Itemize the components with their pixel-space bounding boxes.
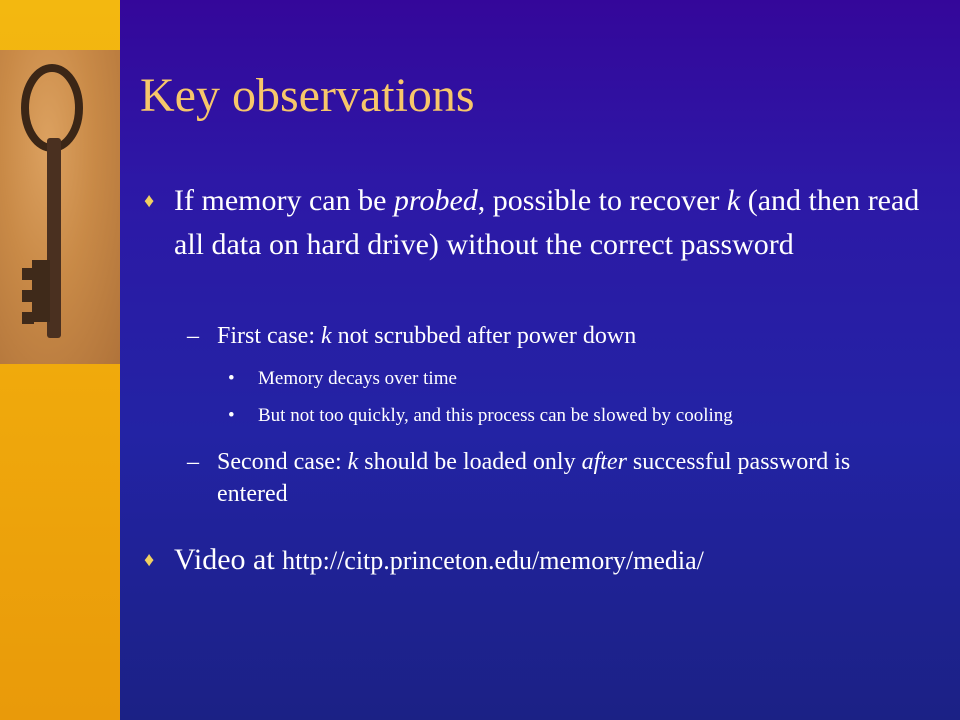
subbullet-first-case [187,320,907,352]
bullet-text: First case: k not scrubbed after power down [217,323,637,349]
dot-bullet-icon: • [228,405,235,426]
bullet-memory-probed [144,179,924,267]
bullet-text: Second case: k should be loaded only after successful password is entered [217,449,851,507]
dash-bullet-icon: – [187,449,199,475]
bullet-text: If memory can be probed, possible to recover k (and then read all data on hard drive) without the correct password [174,184,920,261]
bullet-video-link [144,538,924,583]
subbullet-second-case [187,446,907,510]
video-url-link[interactable]: http://citp.princeton.edu/memory/media/ [282,546,704,575]
slide-title: Key observations [140,69,475,122]
dash-bullet-icon: – [187,323,199,349]
key-icon [0,50,120,364]
diamond-bullet-icon: ♦ [144,549,155,571]
dot-bullet-icon: • [228,368,235,389]
diamond-bullet-icon: ♦ [144,190,155,212]
subsubbullet-memory-decays [228,366,938,392]
key-photo [0,50,120,364]
bullet-text: Memory decays over time [258,368,457,389]
subsubbullet-slowed-by-cooling [228,403,938,429]
bullet-text: Video at http://citp.princeton.edu/memory/media/ [174,543,704,576]
bullet-text: But not too quickly, and this process can be slowed by cooling [258,405,733,426]
